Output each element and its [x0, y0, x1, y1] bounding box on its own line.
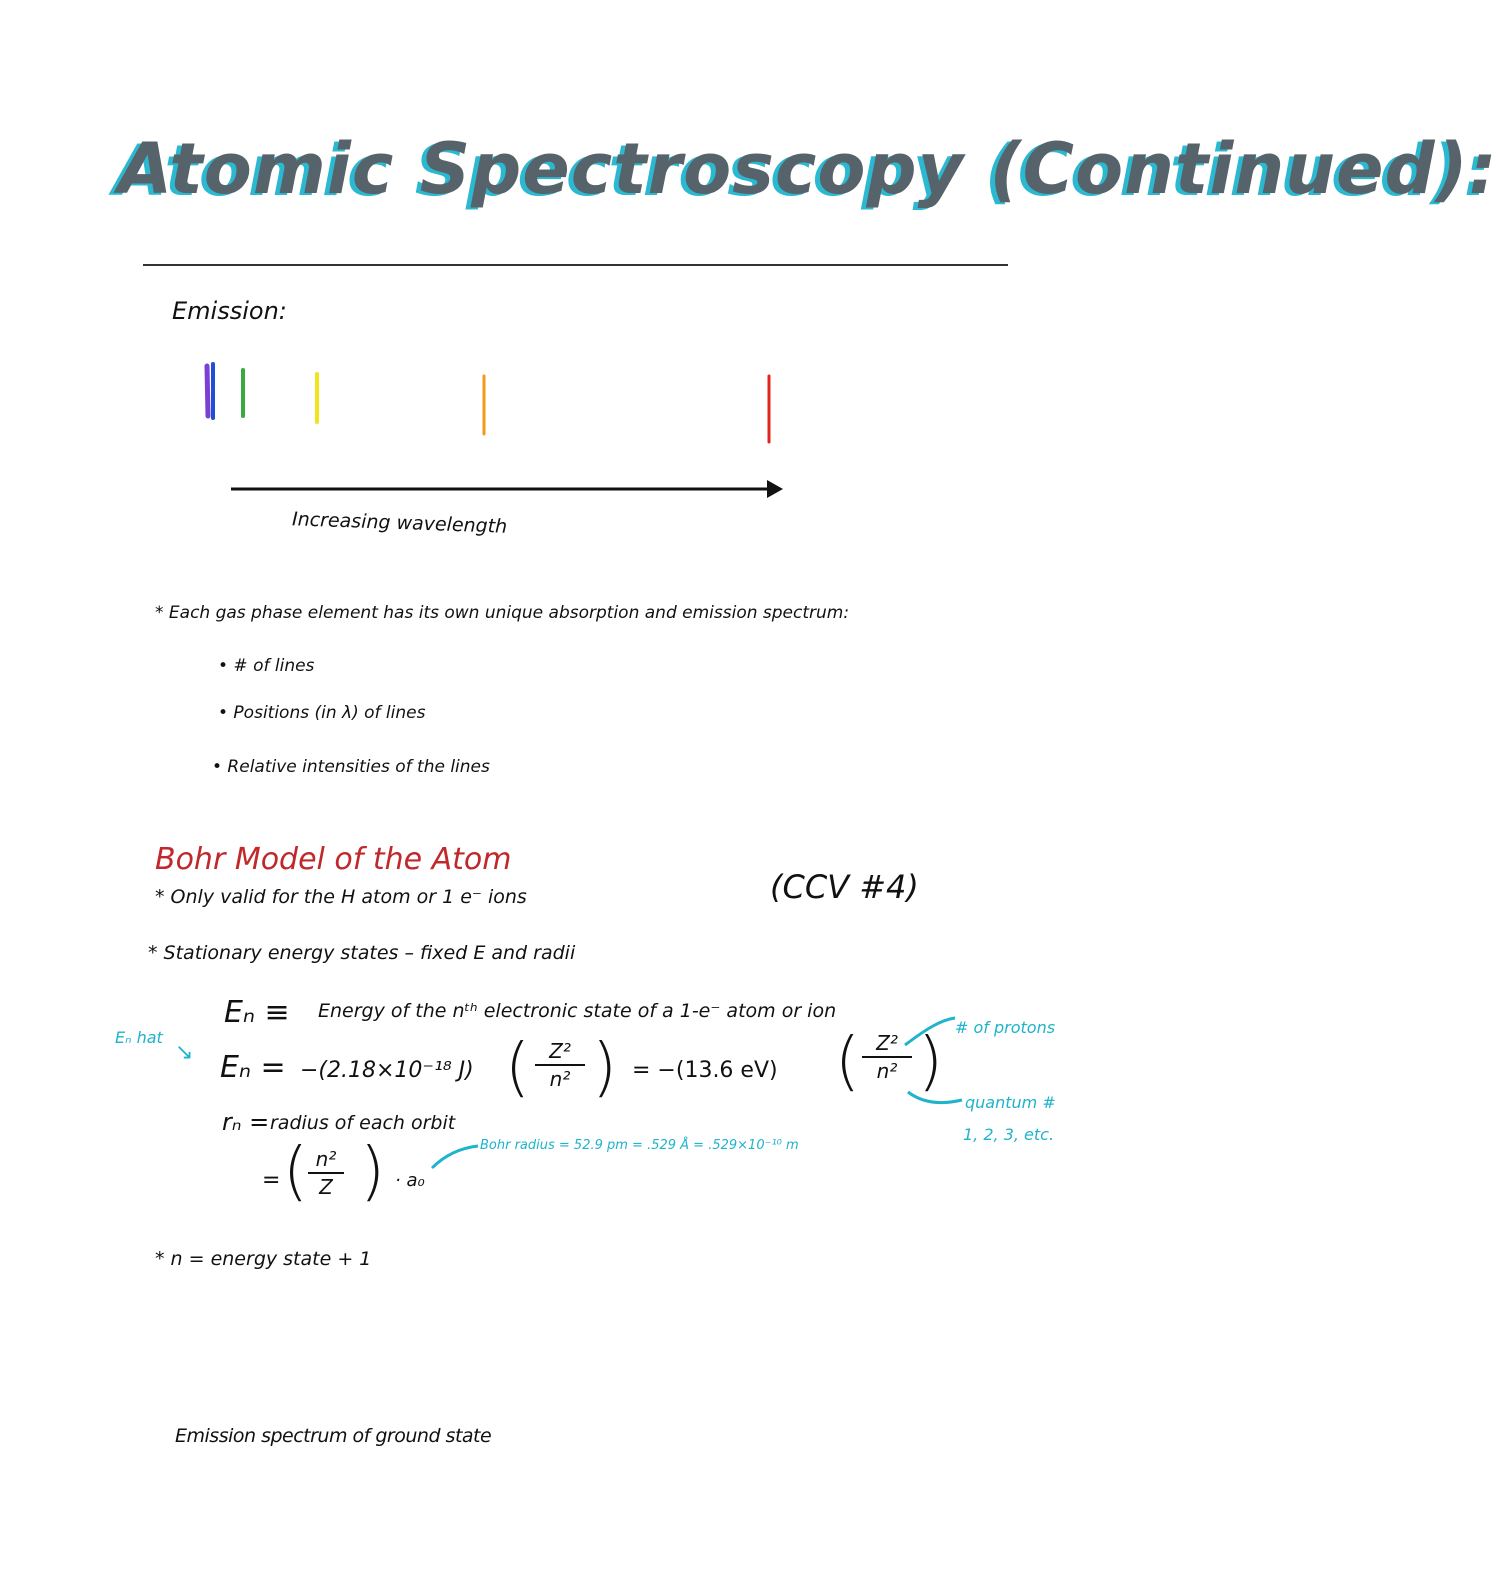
radius-equals: = — [262, 1168, 281, 1193]
bullet-item: • Positions (in λ) of lines — [218, 703, 426, 723]
bottom-note: Emission spectrum of ground state — [175, 1425, 492, 1447]
wavelength-axis-label: Increasing wavelength — [291, 508, 508, 538]
spectrum-statement: * Each gas phase element has its own unique absorption and emission spectrum: — [155, 603, 850, 623]
fraction-numerator: Z² — [549, 1039, 571, 1063]
left-paren-glyph: ( — [283, 1135, 308, 1209]
stationary-states-note: * Stationary energy states – fixed E and radii — [148, 942, 576, 964]
bohr-heading: Bohr Model of the Atom — [155, 842, 512, 877]
wavelength-axis-arrowhead — [767, 480, 783, 498]
en-hat-annotation: Eₙ hat — [115, 1028, 163, 1047]
bohr-radius-annotation: Bohr radius = 52.9 pm = .529 Å = .529×10⁻¹⁰ m — [480, 1138, 799, 1153]
quantum-number-annotation: quantum # — [965, 1093, 1056, 1112]
right-paren-glyph: ) — [592, 1031, 617, 1105]
left-paren-glyph: ( — [505, 1031, 530, 1105]
left-paren-glyph: ( — [835, 1025, 860, 1099]
emission-line-violet — [207, 366, 208, 416]
bohr-validity-reference: (CCV #4) — [770, 868, 919, 906]
fraction-denominator: n² — [876, 1059, 898, 1083]
fraction-bar — [308, 1172, 344, 1174]
protons-annotation: # of protons — [955, 1018, 1056, 1037]
energy-equation-lhs: Eₙ = — [220, 1050, 286, 1085]
quantum-values-annotation: 1, 2, 3, etc. — [963, 1125, 1055, 1144]
radius-definition: radius of each orbit — [270, 1112, 456, 1134]
n-definition: * n = energy state + 1 — [155, 1248, 372, 1270]
fraction-bar — [535, 1064, 585, 1066]
right-paren-glyph: ) — [918, 1025, 943, 1099]
bohr-validity-note: * Only valid for the H atom or 1 e⁻ ions — [155, 886, 527, 908]
bohr-radius-connector — [432, 1146, 478, 1168]
energy-constant-ev: = −(13.6 eV) — [632, 1058, 778, 1083]
emission-spectrum — [195, 360, 795, 500]
fraction-numerator: n² — [315, 1147, 337, 1171]
energy-constant-joules: −(2.18×10⁻¹⁸ J) — [300, 1058, 474, 1083]
n2-over-z-fraction — [308, 1148, 344, 1198]
page-title: Atomic Spectroscopy (Continued): — [118, 128, 1498, 210]
bullet-item: • # of lines — [218, 656, 315, 676]
bohr-radius-symbol: · a₀ — [395, 1170, 425, 1191]
title-divider — [143, 264, 1008, 266]
en-hat-arrow-icon: ↘ — [175, 1040, 194, 1065]
energy-definition-symbol: Eₙ ≡ — [224, 995, 290, 1030]
bullet-item: • Relative intensities of the lines — [212, 757, 490, 777]
emission-heading: Emission: — [172, 297, 287, 325]
z2-over-n2-fraction — [535, 1040, 585, 1090]
fraction-numerator: Z² — [876, 1031, 898, 1055]
right-paren-glyph: ) — [360, 1135, 385, 1209]
fraction-denominator: n² — [549, 1067, 571, 1091]
energy-definition-text: Energy of the nᵗʰ electronic state of a 1-e⁻ atom or ion — [318, 1000, 837, 1022]
radius-symbol: rₙ = — [222, 1108, 270, 1136]
fraction-bar — [862, 1056, 912, 1058]
z2-over-n2-fraction — [862, 1032, 912, 1082]
fraction-denominator: Z — [319, 1175, 333, 1199]
